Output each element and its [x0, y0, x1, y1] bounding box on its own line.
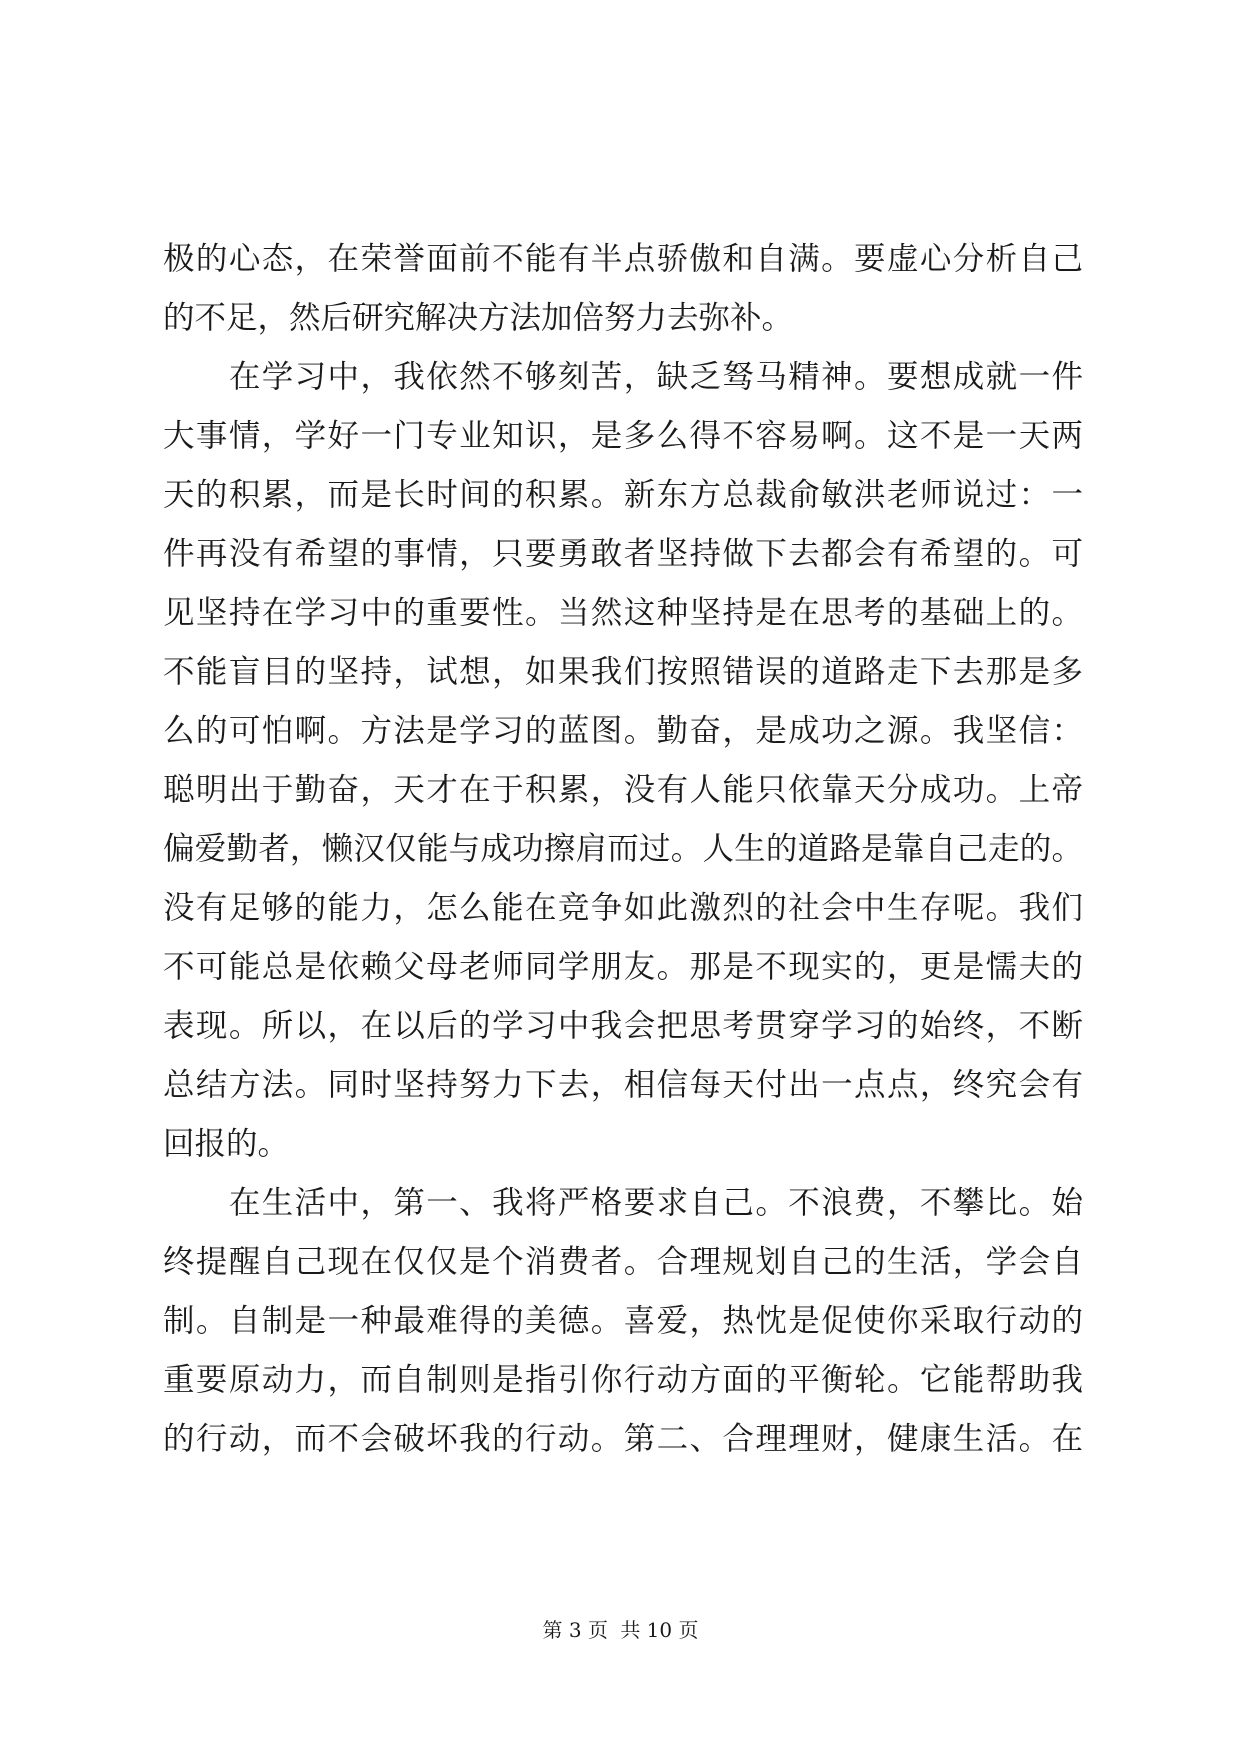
text-line: 偏爱勤者，懒汉仅能与成功擦肩而过。人生的道路是靠自己走的。	[163, 831, 1083, 867]
text-line: 极的心态，在荣誉面前不能有半点骄傲和自满。要虚心分析自己	[163, 241, 1083, 277]
text-line: 终提醒自己现在仅仅是个消费者。合理规划自己的生活，学会自	[163, 1244, 1083, 1280]
text-line: 回报的。	[163, 1126, 290, 1162]
text-line: 不可能总是依赖父母老师同学朋友。那是不现实的，更是懦夫的	[163, 949, 1083, 985]
body-text	[163, 230, 1083, 1469]
text-line: 表现。所以，在以后的学习中我会把思考贯穿学习的始终，不断	[163, 1008, 1083, 1044]
text-line: 制。自制是一种最难得的美德。喜爱，热忱是促使你采取行动的	[163, 1303, 1083, 1339]
text-line: 总结方法。同时坚持努力下去，相信每天付出一点点，终究会有	[163, 1067, 1083, 1103]
page-total: 共 10 页	[620, 1618, 699, 1642]
text-line: 天的积累，而是长时间的积累。新东方总裁俞敏洪老师说过：一	[163, 477, 1083, 513]
text-line: 在生活中，第一、我将严格要求自己。不浪费，不攀比。始	[163, 1185, 1083, 1221]
text-line: 不能盲目的坚持，试想，如果我们按照错误的道路走下去那是多	[163, 654, 1083, 690]
text-line: 没有足够的能力，怎么能在竞争如此激烈的社会中生存呢。我们	[163, 890, 1083, 926]
text-line: 大事情，学好一门专业知识，是多么得不容易啊。这不是一天两	[163, 418, 1083, 454]
page-number: 第 3 页	[542, 1618, 608, 1642]
text-line: 的不足，然后研究解决方法加倍努力去弥补。	[163, 300, 794, 336]
page-footer	[0, 1616, 1241, 1644]
text-line: 重要原动力，而自制则是指引你行动方面的平衡轮。它能帮助我	[163, 1362, 1083, 1398]
text-line: 在学习中，我依然不够刻苦，缺乏驽马精神。要想成就一件	[163, 359, 1083, 395]
text-line: 聪明出于勤奋，天才在于积累，没有人能只依靠天分成功。上帝	[163, 772, 1083, 808]
text-line: 的行动，而不会破坏我的行动。第二、合理理财，健康生活。在	[163, 1421, 1083, 1457]
text-line: 见坚持在学习中的重要性。当然这种坚持是在思考的基础上的。	[163, 595, 1083, 631]
text-line: 件再没有希望的事情，只要勇敢者坚持做下去都会有希望的。可	[163, 536, 1083, 572]
text-line: 么的可怕啊。方法是学习的蓝图。勤奋，是成功之源。我坚信：	[163, 713, 1083, 749]
